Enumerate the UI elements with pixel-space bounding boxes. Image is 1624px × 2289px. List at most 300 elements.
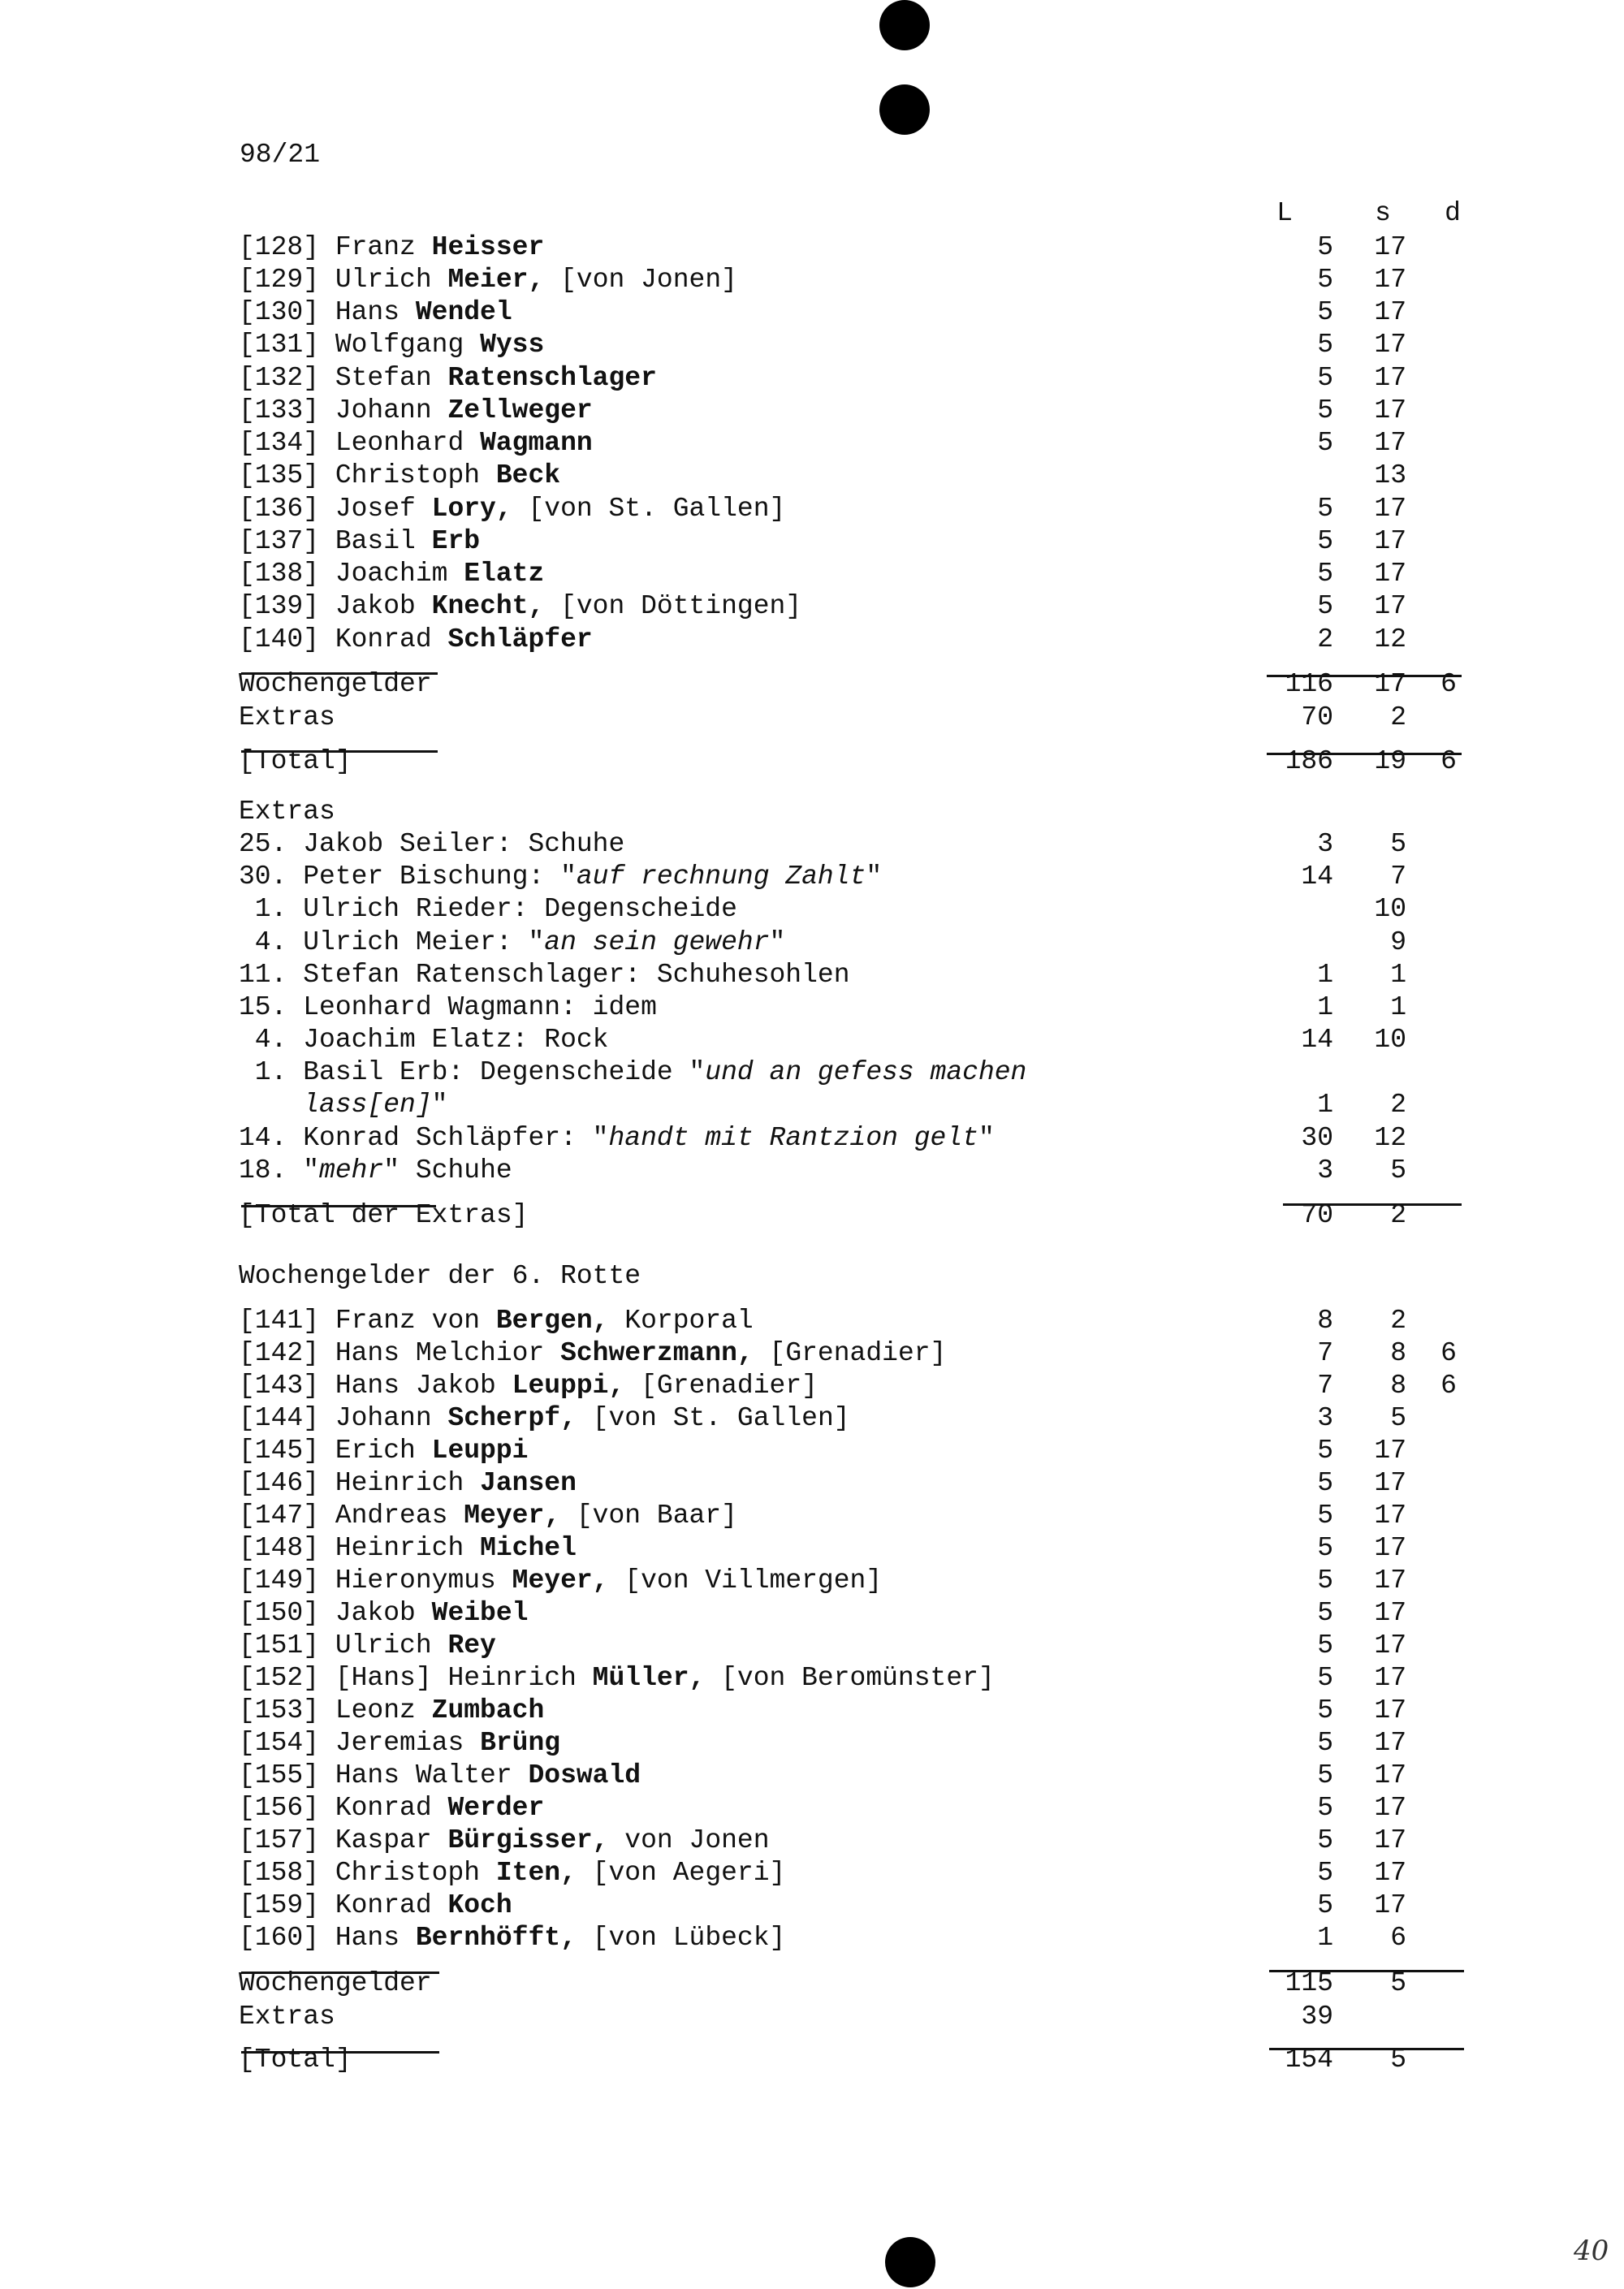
- amount-s: 17: [1374, 1728, 1406, 1758]
- surname: Jansen: [480, 1468, 577, 1498]
- row-label-text: [239, 1090, 303, 1120]
- ledger-row: [239, 1922, 1505, 1954]
- amount-L: 5: [1317, 526, 1333, 556]
- row-label: [239, 828, 624, 861]
- amount-L: 5: [1317, 1793, 1333, 1823]
- surname: Scherpf,: [447, 1403, 577, 1433]
- amount-L: 5: [1317, 1760, 1333, 1790]
- row-label: [239, 1890, 512, 1922]
- amount-s: 9: [1390, 927, 1406, 957]
- amount-L: 3: [1317, 829, 1333, 859]
- row-label: [239, 1122, 995, 1155]
- row-label-suffix: ": [866, 862, 883, 892]
- amount-L: 116: [1285, 669, 1333, 699]
- document-reference: 98/21: [240, 140, 321, 170]
- amount-L: 5: [1317, 494, 1333, 524]
- ledger-row: [239, 590, 1505, 623]
- ledger-row: [239, 1532, 1505, 1565]
- ledger-row: [239, 1890, 1505, 1922]
- surname: Bergen,: [495, 1306, 609, 1336]
- rule: [1267, 753, 1462, 755]
- row-label: [239, 264, 737, 296]
- row-label-text: [142] Hans Melchior: [239, 1338, 561, 1368]
- row-label: [239, 1597, 528, 1630]
- rule: [241, 750, 438, 753]
- row-label-text: [147] Andreas: [239, 1501, 464, 1531]
- amount-s: 5: [1390, 1155, 1406, 1186]
- surname: Brüng: [480, 1728, 561, 1758]
- amount-s: 13: [1374, 460, 1406, 490]
- row-label: [239, 231, 544, 264]
- ledger-row: [239, 1630, 1505, 1662]
- ledger-row: [239, 702, 1505, 734]
- row-label-suffix: Korporal: [608, 1306, 754, 1336]
- row-label-text: [144] Johann: [239, 1403, 448, 1433]
- ledger-row: [239, 1662, 1505, 1695]
- amount-L: 5: [1317, 1663, 1333, 1693]
- row-label: [239, 1630, 496, 1662]
- row-label: [239, 296, 512, 329]
- row-label: [239, 1857, 785, 1890]
- row-label-text: 11. Stefan Ratenschlager: Schuhesohlen: [239, 960, 850, 990]
- ledger-row: [239, 959, 1505, 991]
- amount-s: 17: [1374, 1566, 1406, 1596]
- surname: Heisser: [431, 232, 545, 262]
- row-label-text: [141] Franz von: [239, 1306, 496, 1336]
- row-label: [239, 329, 544, 361]
- ledger-row: [239, 926, 1505, 959]
- amount-s: 17: [1374, 1825, 1406, 1855]
- quoted-text: auf rechnung Zahlt: [576, 862, 866, 892]
- amount-L: 5: [1317, 1858, 1333, 1888]
- amount-L: 70: [1301, 1200, 1333, 1230]
- row-label: [239, 1662, 995, 1695]
- row-label-suffix: [von Jonen]: [544, 265, 737, 295]
- ledger-row: [239, 1597, 1505, 1630]
- surname: Werder: [447, 1793, 545, 1823]
- amount-L: 1: [1317, 960, 1333, 990]
- amount-s: 17: [1374, 297, 1406, 327]
- ledger-row: [239, 1155, 1505, 1187]
- ledger-row: [239, 1402, 1505, 1435]
- ledger-row: [239, 1825, 1505, 1857]
- row-label-text: [145] Erich: [239, 1436, 432, 1466]
- ledger-row: [239, 1260, 1505, 1293]
- surname: Elatz: [464, 559, 545, 589]
- amount-L: 186: [1285, 746, 1333, 776]
- surname: Weibel: [431, 1598, 529, 1628]
- row-label-text: [149] Hieronymus: [239, 1566, 512, 1596]
- row-label: [239, 991, 657, 1024]
- amount-L: 3: [1317, 1155, 1333, 1186]
- amount-s: 17: [1374, 1890, 1406, 1920]
- ledger-row: [239, 1500, 1505, 1532]
- surname: Wyss: [480, 330, 545, 360]
- row-label: [239, 2001, 335, 2033]
- ledger-row: [239, 1760, 1505, 1792]
- amount-s: 17: [1374, 1501, 1406, 1531]
- ledger-row: [239, 624, 1505, 656]
- row-label-suffix: [von Baar]: [560, 1501, 737, 1531]
- row-label: [239, 1024, 608, 1056]
- amount-s: 17: [1374, 494, 1406, 524]
- quoted-text: lass[en]: [303, 1090, 432, 1120]
- row-label: [239, 959, 850, 991]
- amount-s: 17: [1374, 428, 1406, 458]
- amount-L: 1: [1317, 1923, 1333, 1953]
- amount-L: 7: [1317, 1371, 1333, 1401]
- surname: Wendel: [415, 297, 512, 327]
- ledger-row: [239, 861, 1505, 893]
- surname: Michel: [480, 1533, 577, 1563]
- rule: [1283, 1203, 1462, 1206]
- surname: Schläpfer: [447, 624, 593, 654]
- amount-s: 17: [1374, 330, 1406, 360]
- row-label-text: [Total]: [239, 2045, 352, 2075]
- amount-s: 17: [1374, 395, 1406, 425]
- ledger-row: [239, 893, 1505, 926]
- row-label-suffix: [von Lübeck]: [576, 1923, 786, 1953]
- row-label-text: [138] Joachim: [239, 559, 464, 589]
- row-label-text: [148] Heinrich: [239, 1533, 481, 1563]
- row-label-suffix: von Jonen: [608, 1825, 770, 1855]
- amount-L: 5: [1317, 1630, 1333, 1661]
- surname: Zellweger: [447, 395, 593, 425]
- amount-s: 2: [1390, 1306, 1406, 1336]
- ledger-row: [239, 1727, 1505, 1760]
- row-label: [239, 1155, 512, 1187]
- row-label: [239, 861, 882, 893]
- row-label-suffix: ": [769, 927, 786, 957]
- amount-L: 5: [1317, 1825, 1333, 1855]
- ledger-row: [239, 1695, 1505, 1727]
- amount-s: 10: [1374, 894, 1406, 924]
- row-label-suffix: " Schuhe: [383, 1155, 512, 1186]
- row-label-text: [146] Heinrich: [239, 1468, 481, 1498]
- amount-s: 6: [1390, 1923, 1406, 1953]
- row-label: [239, 1056, 1026, 1089]
- row-label-text: [160] Hans: [239, 1923, 416, 1953]
- amount-s: 10: [1374, 1025, 1406, 1055]
- row-label-text: [140] Konrad: [239, 624, 448, 654]
- amount-L: 2: [1317, 624, 1333, 654]
- row-label-text: 15. Leonhard Wagmann: idem: [239, 992, 657, 1022]
- row-label-text: [135] Christoph: [239, 460, 496, 490]
- row-label: [239, 2044, 352, 2076]
- amount-s: 17: [1374, 265, 1406, 295]
- row-label: [239, 1199, 528, 1232]
- row-label: [239, 1825, 770, 1857]
- row-label: [239, 624, 593, 656]
- ledger-row: [239, 558, 1505, 590]
- row-label-text: 25. Jakob Seiler: Schuhe: [239, 829, 625, 859]
- ledger-row: [239, 395, 1505, 427]
- row-label: [239, 558, 544, 590]
- ledger-row: [239, 1024, 1505, 1056]
- ledger-row: [239, 828, 1505, 861]
- amount-L: 115: [1285, 1968, 1333, 1998]
- amount-d: 6: [1440, 669, 1457, 699]
- ledger-row: [239, 1089, 1505, 1121]
- row-label: [239, 1922, 785, 1954]
- row-label-text: [137] Basil: [239, 526, 432, 556]
- amount-L: 5: [1317, 1890, 1333, 1920]
- surname: Doswald: [528, 1760, 641, 1790]
- row-label: [239, 1337, 946, 1370]
- row-label-text: 14. Konrad Schläpfer: ": [239, 1123, 609, 1153]
- amount-L: 7: [1317, 1338, 1333, 1368]
- amount-L: 5: [1317, 1695, 1333, 1725]
- amount-s: 17: [1374, 232, 1406, 262]
- row-label-suffix: [von Beromünster]: [705, 1663, 995, 1693]
- row-label: [239, 1565, 882, 1597]
- ledger-row: [239, 2001, 1505, 2033]
- ledger-row: [239, 362, 1505, 395]
- quoted-text: mehr: [319, 1155, 384, 1186]
- row-label: [239, 525, 480, 558]
- rule: [241, 672, 438, 675]
- row-label-text: 30. Peter Bischung: ": [239, 862, 577, 892]
- amount-L: 5: [1317, 363, 1333, 393]
- rule: [1267, 675, 1462, 677]
- ledger-row: [239, 1857, 1505, 1890]
- ledger-row: [239, 1056, 1505, 1089]
- amount-s: 19: [1374, 746, 1406, 776]
- amount-s: 1: [1390, 992, 1406, 1022]
- ledger-row: [239, 296, 1505, 329]
- amount-L: 14: [1301, 1025, 1333, 1055]
- amount-L: 5: [1317, 1436, 1333, 1466]
- row-label-suffix: [Grenadier]: [624, 1371, 818, 1401]
- row-label-text: Wochengelder: [239, 669, 432, 699]
- amount-L: 5: [1317, 1468, 1333, 1498]
- amount-s: 17: [1374, 1630, 1406, 1661]
- row-label: [239, 1792, 544, 1825]
- row-label: [239, 395, 593, 427]
- amount-L: 5: [1317, 591, 1333, 621]
- row-label-suffix: [von St. Gallen]: [576, 1403, 850, 1433]
- row-label: [239, 1727, 560, 1760]
- amount-L: 5: [1317, 265, 1333, 295]
- amount-s: 2: [1390, 1090, 1406, 1120]
- amount-L: 5: [1317, 395, 1333, 425]
- row-label-text: [156] Konrad: [239, 1793, 448, 1823]
- row-label: [239, 1260, 641, 1293]
- amount-L: 30: [1301, 1123, 1333, 1153]
- ledger-row: [239, 1305, 1505, 1337]
- amount-s: 17: [1374, 1695, 1406, 1725]
- row-label-text: 4. Ulrich Meier: ": [239, 927, 545, 957]
- amount-L: 5: [1317, 1566, 1333, 1596]
- punch-hole: [885, 2237, 935, 2287]
- page-number: 40: [1574, 2235, 1609, 2267]
- amount-L: 5: [1317, 1728, 1333, 1758]
- amount-s: 2: [1390, 1200, 1406, 1230]
- amount-s: 5: [1390, 829, 1406, 859]
- surname: Ratenschlager: [447, 363, 657, 393]
- amount-s: 5: [1390, 1968, 1406, 1998]
- surname: Rey: [447, 1630, 496, 1661]
- row-label-text: Extras: [239, 702, 335, 732]
- ledger-row: [239, 1435, 1505, 1467]
- row-label-text: [131] Wolfgang: [239, 330, 481, 360]
- row-label-text: [128] Franz: [239, 232, 432, 262]
- amount-L: 5: [1317, 428, 1333, 458]
- amount-L: 5: [1317, 1598, 1333, 1628]
- row-label: [239, 1435, 528, 1467]
- ledger-row: [239, 796, 1505, 828]
- surname: Wagmann: [480, 428, 593, 458]
- row-label-text: [159] Konrad: [239, 1890, 448, 1920]
- amount-s: 17: [1374, 1760, 1406, 1790]
- row-label-suffix: [von Döttingen]: [544, 591, 802, 621]
- amount-s: 12: [1374, 1123, 1406, 1153]
- amount-s: 5: [1390, 1403, 1406, 1433]
- row-label: [239, 1370, 818, 1402]
- surname: Leuppi: [431, 1436, 529, 1466]
- row-label: [239, 362, 657, 395]
- amount-L: 14: [1301, 862, 1333, 892]
- quoted-text: an sein gewehr: [544, 927, 770, 957]
- surname: Knecht,: [431, 591, 545, 621]
- rule: [1269, 1970, 1464, 1972]
- row-label-text: [143] Hans Jakob: [239, 1371, 512, 1401]
- row-label-text: [155] Hans Walter: [239, 1760, 529, 1790]
- row-label: [239, 1089, 447, 1121]
- row-label-text: [132] Stefan: [239, 363, 448, 393]
- amount-L: 8: [1317, 1306, 1333, 1336]
- amount-s: 8: [1390, 1338, 1406, 1368]
- surname: Meier,: [447, 265, 545, 295]
- row-label-text: [Total]: [239, 746, 352, 776]
- row-label-text: 1. Basil Erb: Degenscheide ": [239, 1057, 706, 1087]
- amount-d: 6: [1440, 1371, 1457, 1401]
- amount-L: 39: [1301, 2002, 1333, 2032]
- row-label-suffix: ": [431, 1090, 448, 1120]
- row-label-suffix: [von Aegeri]: [576, 1858, 786, 1888]
- row-label: [239, 702, 335, 734]
- surname: Bernhöfft,: [415, 1923, 577, 1953]
- row-label-text: Extras: [239, 2002, 335, 2032]
- row-label-text: [152] [Hans] Heinrich: [239, 1663, 593, 1693]
- rule: [241, 1205, 436, 1207]
- amount-s: 12: [1374, 624, 1406, 654]
- surname: Müller,: [592, 1663, 706, 1693]
- row-label: [239, 796, 335, 828]
- punch-hole: [879, 84, 930, 135]
- row-label-text: [157] Kaspar: [239, 1825, 448, 1855]
- row-label-text: [151] Ulrich: [239, 1630, 448, 1661]
- row-label: [239, 1532, 577, 1565]
- row-label: [239, 1500, 737, 1532]
- quoted-text: und an gefess machen: [705, 1057, 1027, 1087]
- row-label-text: Wochengelder: [239, 1968, 432, 1998]
- amount-L: 5: [1317, 1501, 1333, 1531]
- amount-s: 17: [1374, 1663, 1406, 1693]
- amount-s: 17: [1374, 1436, 1406, 1466]
- row-label: [239, 1402, 850, 1435]
- amount-s: 17: [1374, 591, 1406, 621]
- amount-L: 1: [1317, 1090, 1333, 1120]
- row-label-suffix: [von St. Gallen]: [512, 494, 786, 524]
- column-header-s: s: [1375, 198, 1391, 228]
- ledger-row: [239, 493, 1505, 525]
- surname: Meyer,: [464, 1501, 561, 1531]
- column-header-L: L: [1276, 198, 1293, 228]
- ledger-row: [239, 1122, 1505, 1155]
- amount-s: 17: [1374, 669, 1406, 699]
- amount-L: 5: [1317, 232, 1333, 262]
- amount-s: 17: [1374, 1533, 1406, 1563]
- row-label: [239, 1467, 577, 1500]
- row-label-text: [136] Josef: [239, 494, 432, 524]
- row-label-text: [158] Christoph: [239, 1858, 496, 1888]
- surname: Schwerzmann,: [560, 1338, 754, 1368]
- rule: [1269, 2048, 1464, 2050]
- row-label-text: [133] Johann: [239, 395, 448, 425]
- punch-hole: [879, 0, 930, 50]
- row-label-text: [153] Leonz: [239, 1695, 432, 1725]
- amount-s: 5: [1390, 2045, 1406, 2075]
- rule: [241, 2051, 439, 2054]
- row-label: [239, 926, 785, 959]
- amount-L: 3: [1317, 1403, 1333, 1433]
- amount-s: 2: [1390, 702, 1406, 732]
- quoted-text: handt mit Rantzion gelt: [608, 1123, 978, 1153]
- amount-s: 17: [1374, 1598, 1406, 1628]
- amount-L: 5: [1317, 559, 1333, 589]
- row-label-text: [129] Ulrich: [239, 265, 448, 295]
- ledger-row: [239, 427, 1505, 460]
- ledger-row: [239, 1370, 1505, 1402]
- row-label: [239, 427, 593, 460]
- surname: Erb: [431, 526, 481, 556]
- rule: [241, 1972, 439, 1974]
- amount-s: 1: [1390, 960, 1406, 990]
- ledger-row: [239, 264, 1505, 296]
- surname: Koch: [447, 1890, 512, 1920]
- amount-d: 6: [1440, 1338, 1457, 1368]
- amount-L: 1: [1317, 992, 1333, 1022]
- surname: Bürgisser,: [447, 1825, 609, 1855]
- row-label: [239, 493, 785, 525]
- row-label-text: 1. Ulrich Rieder: Degenscheide: [239, 894, 737, 924]
- row-label: [239, 1760, 641, 1792]
- row-label-text: 4. Joachim Elatz: Rock: [239, 1025, 609, 1055]
- column-header-d: d: [1445, 198, 1461, 228]
- row-label-text: Wochengelder der 6. Rotte: [239, 1261, 641, 1291]
- amount-s: 17: [1374, 559, 1406, 589]
- surname: Iten,: [495, 1858, 577, 1888]
- amount-d: 6: [1440, 746, 1457, 776]
- row-label: [239, 1305, 754, 1337]
- amount-s: 8: [1390, 1371, 1406, 1401]
- amount-s: 17: [1374, 363, 1406, 393]
- row-label-text: [134] Leonhard: [239, 428, 481, 458]
- row-label-text: Extras: [239, 797, 335, 827]
- surname: Zumbach: [431, 1695, 545, 1725]
- amount-s: 17: [1374, 1468, 1406, 1498]
- surname: Lory,: [431, 494, 512, 524]
- amount-s: 17: [1374, 1858, 1406, 1888]
- amount-s: 17: [1374, 526, 1406, 556]
- amount-L: 5: [1317, 1533, 1333, 1563]
- row-label-text: [Total der Extras]: [239, 1200, 529, 1230]
- ledger-row: [239, 1792, 1505, 1825]
- row-label-text: 18. ": [239, 1155, 320, 1186]
- amount-L: 70: [1301, 702, 1333, 732]
- row-label: [239, 460, 560, 492]
